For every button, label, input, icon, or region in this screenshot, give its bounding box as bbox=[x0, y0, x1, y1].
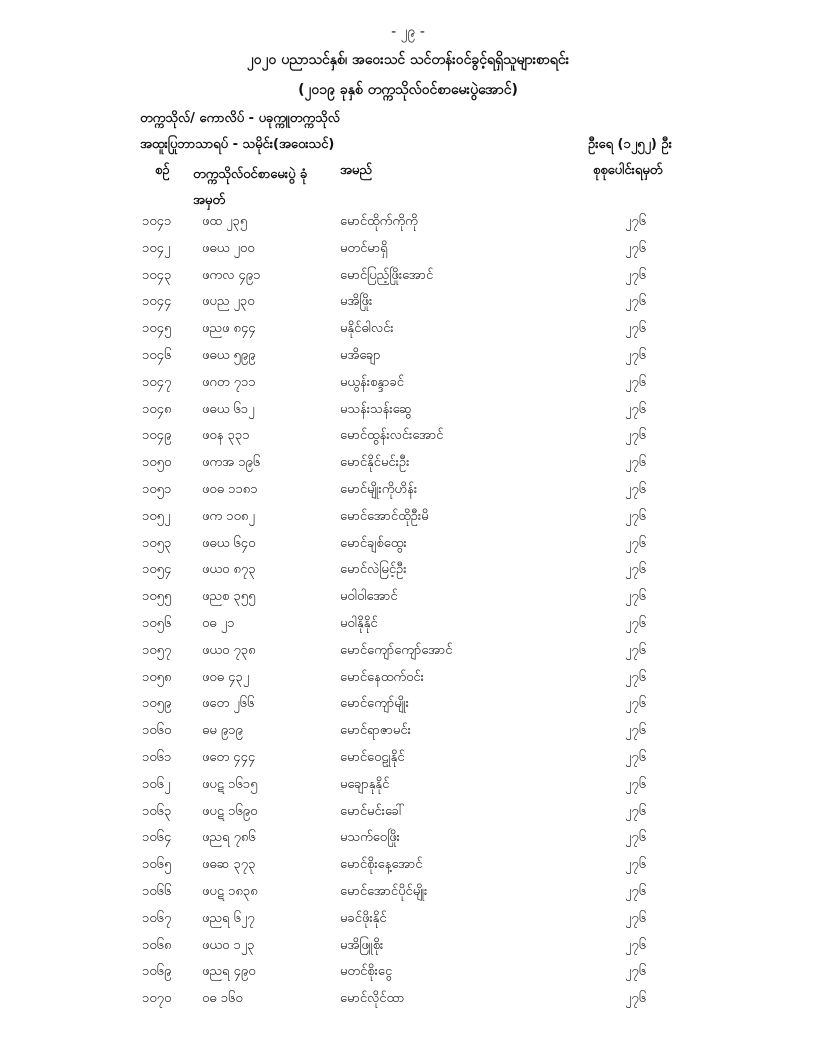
student-name: မောင်စိုးနေ့အောင် bbox=[340, 857, 423, 873]
table-row bbox=[0, 990, 816, 1017]
student-name: မောင်ကျော်ကျော်အောင် bbox=[340, 642, 453, 658]
total-mark: ၂၇၆ bbox=[625, 562, 647, 578]
row-number: ၁၀၄၂ bbox=[142, 240, 171, 256]
row-number: ၁၀၆၄ bbox=[142, 830, 172, 846]
roll-number: ဖပည ၂၃၀ bbox=[202, 294, 255, 310]
total-count-label: ဦးရေ (၁၂၅၂) ဦး bbox=[588, 137, 672, 152]
row-number: ၁၀၇၀ bbox=[142, 991, 172, 1007]
row-number: ၁၀၅၃ bbox=[142, 535, 172, 551]
column-header-name: အမည် bbox=[340, 163, 372, 178]
table-row bbox=[0, 642, 816, 669]
total-mark: ၂၇၆ bbox=[625, 615, 647, 631]
total-mark: ၂၇၆ bbox=[625, 535, 647, 551]
roll-number: ဝဓ ၂၁ bbox=[202, 615, 235, 631]
total-mark: ၂၇၆ bbox=[625, 455, 647, 471]
student-name: မအိဖြိုး bbox=[340, 294, 373, 310]
row-number: ၁၀၅၉ bbox=[142, 696, 172, 712]
student-name: မဝါဝါအောင် bbox=[340, 589, 398, 605]
roll-number: ဖဓယ ၂၀၀ bbox=[202, 240, 255, 256]
total-mark: ၂၇၆ bbox=[625, 240, 647, 256]
table-row bbox=[0, 856, 816, 883]
roll-number: ဖတေ ၄၄၄ bbox=[202, 749, 256, 765]
row-number: ၁၀၅၀ bbox=[142, 455, 172, 471]
student-name: မောင်ထိုက်ကိုကို bbox=[340, 214, 418, 229]
student-name: မောင်အောင်ထိုဦးမိ bbox=[340, 508, 429, 524]
table-row bbox=[0, 374, 816, 401]
total-mark: ၂၇၆ bbox=[625, 749, 647, 765]
roll-number: ဖဓယ ၆၄၀ bbox=[202, 535, 256, 551]
row-number: ၁၀၄၈ bbox=[142, 401, 172, 417]
page-number: - ၂၉ - bbox=[391, 24, 425, 40]
row-number: ၁၀၅၈ bbox=[142, 669, 172, 685]
row-number: ၁၀၆၉ bbox=[142, 964, 172, 980]
row-number: ၁၀၆၈ bbox=[142, 937, 172, 953]
roll-number: ဖဓယ ၆၁၂ bbox=[202, 401, 255, 417]
table-row bbox=[0, 883, 816, 910]
row-number: ၁၀၆၅ bbox=[142, 857, 172, 873]
roll-number: ဓမ ၉၁၉ bbox=[202, 723, 243, 739]
roll-number: ဖတေ ၂၆၆ bbox=[202, 696, 255, 712]
total-mark: ၂၇၆ bbox=[625, 481, 647, 497]
student-name: မခင်ဖိုးနိုင် bbox=[340, 910, 387, 926]
column-header-roll: တက္ကသိုလ်ဝင်စာမေးပွဲ ခုံအမှတ် bbox=[193, 167, 308, 208]
total-mark: ၂၇၆ bbox=[625, 589, 647, 605]
total-mark: ၂၇၆ bbox=[625, 428, 647, 444]
row-number: ၁၀၅၆ bbox=[142, 615, 172, 631]
table-row bbox=[0, 213, 816, 240]
table-row bbox=[0, 401, 816, 428]
total-mark: ၂၇၆ bbox=[625, 294, 647, 310]
student-name: မအိချော bbox=[340, 347, 381, 363]
table-row bbox=[0, 776, 816, 803]
table-row bbox=[0, 910, 816, 937]
roll-number: ဖဓယ ၅၉၉ bbox=[202, 347, 256, 363]
table-row bbox=[0, 347, 816, 374]
table-row bbox=[0, 963, 816, 990]
row-number: ၁၀၅၇ bbox=[142, 642, 172, 658]
row-number: ၁၀၆၃ bbox=[142, 803, 172, 819]
student-name: မောင်မင်းခေါ် bbox=[340, 803, 405, 819]
total-mark: ၂၇၆ bbox=[625, 642, 647, 658]
document-subtitle: (၂၀၁၉ ခုနှစ် တက္ကသိုလ်ဝင်စာမေးပွဲအောင်) bbox=[298, 82, 518, 98]
table-row bbox=[0, 535, 816, 562]
table-row bbox=[0, 508, 816, 535]
student-name: မောင်အောင်ပိုင်မျိုး bbox=[340, 883, 428, 899]
student-name: မောင်နိုင်မင်းဦး bbox=[340, 455, 410, 471]
row-number: ၁၀၆၂ bbox=[142, 776, 171, 792]
roll-number: ဖဝဓ ၁၁၈၁ bbox=[202, 481, 258, 497]
roll-number: ဝဓ ၁၆၀ bbox=[202, 991, 243, 1007]
document-title: ၂၀၂၀ ပညာသင်နှစ်၊ အဝေးသင် သင်တန်းဝင်ခွင့်ရရှိသူများစာရင်း bbox=[246, 52, 570, 68]
student-name: မောင်ကျော်မျိုး bbox=[340, 696, 409, 712]
student-name: မောင်လိုင်ထာ bbox=[340, 991, 405, 1007]
roll-number: ဖညစ ၃၅၅ bbox=[202, 589, 256, 605]
results-table bbox=[0, 213, 816, 1017]
table-row bbox=[0, 561, 816, 588]
roll-number: ဖညရ ၇၈၆ bbox=[202, 830, 256, 846]
total-mark: ၂၇၆ bbox=[625, 964, 647, 980]
roll-number: ဖပဋ ၁၆၉၀ bbox=[202, 803, 258, 819]
row-number: ၁၀၆၁ bbox=[142, 749, 172, 765]
student-name: မသက်ဝေဖြိုး bbox=[340, 830, 400, 846]
table-row bbox=[0, 749, 816, 776]
student-name: မောင်ရာဇာမင်း bbox=[340, 723, 411, 739]
total-mark: ၂၇၆ bbox=[625, 321, 647, 337]
total-mark: ၂၇၆ bbox=[625, 803, 647, 819]
row-number: ၁၀၅၅ bbox=[142, 589, 172, 605]
table-row bbox=[0, 803, 816, 830]
student-name: မောင်ချစ်ထွေး bbox=[340, 535, 407, 551]
row-number: ၁၀၄၆ bbox=[142, 347, 172, 363]
table-row bbox=[0, 427, 816, 454]
table-row bbox=[0, 320, 816, 347]
table-row bbox=[0, 669, 816, 696]
student-name: မတင်မာရှိ bbox=[340, 240, 388, 256]
subject-label: အထူးပြုဘာသာရပ် - သမိုင်း(အဝေးသင်) bbox=[140, 137, 335, 152]
roll-number: ဖညဖ ၈၄၄ bbox=[202, 321, 256, 337]
table-row bbox=[0, 615, 816, 642]
row-number: ၁၀၄၁ bbox=[142, 214, 172, 229]
total-mark: ၂၇၆ bbox=[625, 910, 647, 926]
university-label: တက္ကသိုလ်/ ကောလိပ် - ပခုက္ကူတက္ကသိုလ် bbox=[140, 111, 340, 126]
total-mark: ၂၇၆ bbox=[625, 883, 647, 899]
student-name: မောင်မျိုးကိုဟိန်း bbox=[340, 481, 418, 497]
student-name: မအိဖြူစိုး bbox=[340, 937, 384, 953]
row-number: ၁၀၅၂ bbox=[142, 508, 171, 524]
total-mark: ၂၇၆ bbox=[625, 267, 647, 283]
row-number: ၁၀၅၄ bbox=[142, 562, 172, 578]
table-row bbox=[0, 588, 816, 615]
roll-number: ဖဝန ၃၃၁ bbox=[202, 428, 250, 444]
row-number: ၁၀၄၃ bbox=[142, 267, 172, 283]
roll-number: ဖပဋ ၁၈၃၈ bbox=[202, 883, 258, 899]
total-mark: ၂၇၆ bbox=[625, 857, 647, 873]
table-row bbox=[0, 722, 816, 749]
roll-number: ဖယဝ ၈၇၃ bbox=[202, 562, 256, 578]
roll-number: ဖညရ ၄၉၀ bbox=[202, 964, 256, 980]
student-name: မနိုင်ဓါလင်း bbox=[340, 321, 394, 337]
student-name: မယွန်းစန္ဒာခင် bbox=[340, 374, 404, 390]
row-number: ၁၀၅၁ bbox=[142, 481, 172, 497]
roll-number: ဖဝဓ ၄၃၂ bbox=[202, 669, 250, 685]
total-mark: ၂၇၆ bbox=[625, 696, 647, 712]
student-name: မောင်ထွန်းလင်းအောင် bbox=[340, 428, 444, 444]
student-name: မချောနုနိုင် bbox=[340, 776, 390, 792]
total-mark: ၂၇၆ bbox=[625, 937, 647, 953]
student-name: မတင်စိုးငွေ bbox=[340, 964, 393, 980]
table-row bbox=[0, 240, 816, 267]
roll-number: ဖယဝ ၇၃၈ bbox=[202, 642, 256, 658]
total-mark: ၂၇၆ bbox=[625, 991, 647, 1007]
row-number: ၁၀၄၉ bbox=[142, 428, 172, 444]
table-row bbox=[0, 695, 816, 722]
student-name: မောင်ပြည့်ဖြိုးအောင် bbox=[340, 267, 434, 283]
table-row bbox=[0, 293, 816, 320]
roll-number: ဖထ ၂၃၅ bbox=[202, 214, 248, 229]
total-mark: ၂၇၆ bbox=[625, 776, 647, 792]
student-name: မဝါနိုနိုင် bbox=[340, 615, 378, 631]
row-number: ၁၀၄၄ bbox=[142, 294, 172, 310]
column-header-no: စဉ် bbox=[155, 163, 170, 178]
table-row bbox=[0, 454, 816, 481]
row-number: ၁၀၄၅ bbox=[142, 321, 172, 337]
total-mark: ၂၇၆ bbox=[625, 401, 647, 417]
roll-number: ဖဂတ ၇၁၁ bbox=[202, 374, 256, 390]
row-number: ၁၀၆၀ bbox=[142, 723, 172, 739]
row-number: ၁၀၄၇ bbox=[142, 374, 172, 390]
total-mark: ၂၇၆ bbox=[625, 723, 647, 739]
roll-number: ဖယဝ ၁၂၃ bbox=[202, 937, 255, 953]
student-name: မောင်ဝေဠုနိုင် bbox=[340, 749, 405, 765]
roll-number: ဖပဋ ၁၆၁၅ bbox=[202, 776, 258, 792]
total-mark: ၂၇၆ bbox=[625, 669, 647, 685]
total-mark: ၂၇၆ bbox=[625, 374, 647, 390]
roll-number: ဖကလ ၄၉၁ bbox=[202, 267, 261, 283]
student-name: မောင်လဲမြင့်ဦး bbox=[340, 562, 407, 578]
row-number: ၁၀၆၆ bbox=[142, 883, 172, 899]
table-row bbox=[0, 829, 816, 856]
student-name: မသန်းသန်းဆွေ bbox=[340, 401, 412, 417]
roll-number: ဖက ၁၀၈၂ bbox=[202, 508, 255, 524]
total-mark: ၂၇၆ bbox=[625, 508, 647, 524]
roll-number: ဖညရ ၆၂၇ bbox=[202, 910, 255, 926]
student-name: မောင်နေထက်ဝင်း bbox=[340, 669, 424, 685]
roll-number: ဖကအ ၁၉၆ bbox=[202, 455, 261, 471]
total-mark: ၂၇၆ bbox=[625, 347, 647, 363]
row-number: ၁၀၆၇ bbox=[142, 910, 172, 926]
table-row bbox=[0, 937, 816, 964]
total-mark: ၂၇၆ bbox=[625, 830, 647, 846]
roll-number: ဖဓဆ ၃၇၃ bbox=[202, 857, 256, 873]
total-mark: ၂၇၆ bbox=[625, 214, 647, 229]
table-row bbox=[0, 481, 816, 508]
table-row bbox=[0, 267, 816, 294]
column-header-mark: စုစုပေါင်းရမှတ် bbox=[593, 163, 663, 178]
